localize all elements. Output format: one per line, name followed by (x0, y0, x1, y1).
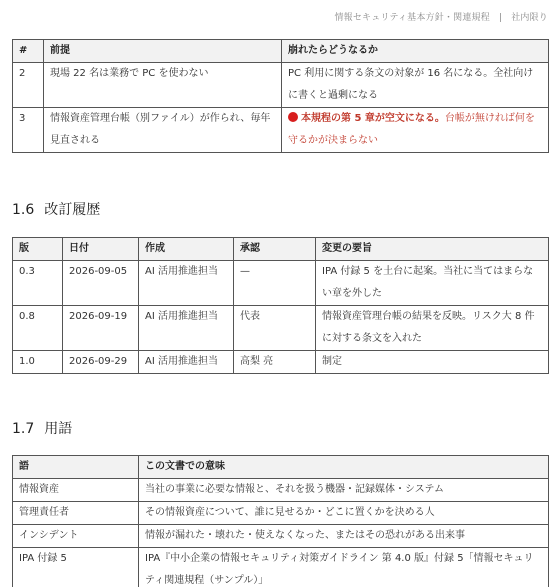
approver-cell: 高梨 亮 (234, 351, 316, 374)
term-cell: IPA 付録 5 (13, 548, 139, 587)
column-header: 変更の要旨 (316, 238, 549, 261)
meaning-cell: その情報資産について、誰に見せるか・どこに置くかを決める人 (139, 502, 549, 525)
version-cell: 1.0 (13, 351, 63, 374)
classification-label: 社内限り (511, 13, 548, 23)
premise-cell: 情報資産管理台帳（別ファイル）が作られ、毎年見直される (44, 108, 282, 153)
section-title: 改訂履歴 (44, 202, 101, 218)
impact-emphasis: 本規程の第 5 章が空文になる。 (301, 113, 445, 124)
date-cell: 2026-09-05 (63, 261, 139, 306)
table-row (13, 548, 549, 587)
column-header: 作成 (139, 238, 234, 261)
approver-cell: 代表 (234, 306, 316, 351)
column-header: この文書での意味 (139, 456, 549, 479)
summary-cell: 制定 (316, 351, 549, 374)
row-number: 3 (13, 108, 44, 153)
meaning-cell: 情報が漏れた・壊れた・使えなくなった、またはその恐れがある出来事 (139, 525, 549, 548)
column-header: 語 (13, 456, 139, 479)
table-row (13, 261, 549, 306)
page-header (334, 10, 548, 23)
section-number: 1.6 (12, 202, 35, 218)
table-row (13, 479, 549, 502)
term-cell: インシデント (13, 525, 139, 548)
author-cell: AI 活用推進担当 (139, 351, 234, 374)
term-cell: 管理責任者 (13, 502, 139, 525)
meaning-cell: 当社の事業に必要な情報と、それを扱う機器・記録媒体・システム (139, 479, 549, 502)
impact-cell (282, 108, 549, 153)
table-row (13, 525, 549, 548)
table-row (13, 306, 549, 351)
table-header-row (13, 456, 549, 479)
summary-cell: 情報資産管理台帳の結果を反映。リスク大 8 件に対する条文を入れた (316, 306, 549, 351)
author-cell: AI 活用推進担当 (139, 261, 234, 306)
red-circle-icon (288, 112, 298, 122)
terms-table (12, 455, 549, 587)
impact-detail: 台帳が無ければ何を守るかが決まらない (288, 113, 535, 146)
section-title: 用語 (44, 421, 73, 437)
column-header: 崩れたらどうなるか (282, 40, 549, 63)
author-cell: AI 活用推進担当 (139, 306, 234, 351)
document-title: 情報セキュリティ基本方針・関連規程 (334, 13, 490, 23)
version-cell: 0.8 (13, 306, 63, 351)
row-number: 2 (13, 63, 44, 108)
column-header: 版 (13, 238, 63, 261)
column-header: 日付 (63, 238, 139, 261)
column-header: 承認 (234, 238, 316, 261)
summary-cell: IPA 付録 5 を土台に起案。当社に当てはまらない章を外した (316, 261, 549, 306)
section-heading-terms (12, 418, 72, 438)
section-number: 1.7 (12, 421, 35, 437)
date-cell: 2026-09-29 (63, 351, 139, 374)
approver-cell: — (234, 261, 316, 306)
premise-table (12, 39, 549, 153)
table-header-row (13, 40, 549, 63)
meaning-cell: IPA『中小企業の情報セキュリティ対策ガイドライン 第 4.0 版』付録 5「情報セキュリティ関連規程（サンプル）」 (139, 548, 549, 587)
premise-cell: 現場 22 名は業務で PC を使わない (44, 63, 282, 108)
column-header: 前提 (44, 40, 282, 63)
table-row (13, 108, 549, 153)
revision-history-table (12, 237, 549, 374)
date-cell: 2026-09-19 (63, 306, 139, 351)
section-heading-revision (12, 199, 100, 219)
table-row (13, 502, 549, 525)
column-header: # (13, 40, 44, 63)
table-row (13, 63, 549, 108)
table-row (13, 351, 549, 374)
header-separator: | (498, 13, 503, 23)
table-header-row (13, 238, 549, 261)
version-cell: 0.3 (13, 261, 63, 306)
impact-cell: PC 利用に関する条文の対象が 16 名になる。全社向けに書くと過剰になる (282, 63, 549, 108)
term-cell: 情報資産 (13, 479, 139, 502)
